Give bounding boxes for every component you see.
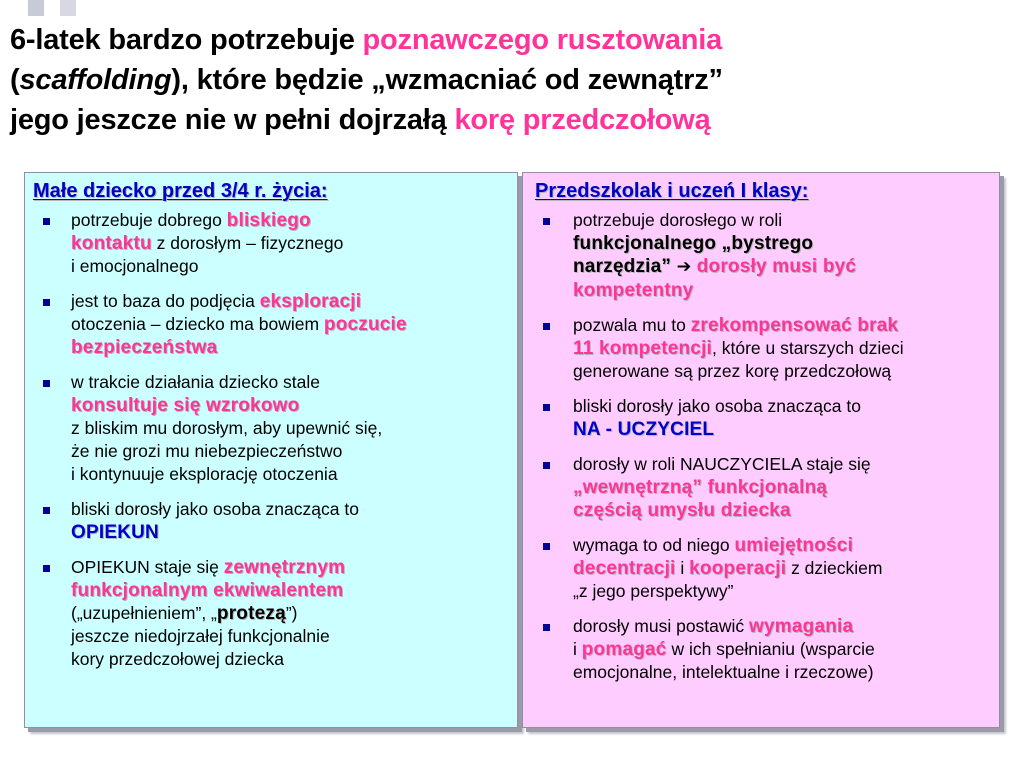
list-item xyxy=(33,556,509,671)
list-item xyxy=(33,290,509,359)
item-bold: funkcjonalnego „bystrego xyxy=(573,233,814,254)
item-bold: protezą xyxy=(216,603,286,624)
item-text: że nie grozi mu niebezpieczeństwo xyxy=(71,441,343,461)
left-panel-heading: Małe dziecko przed 3/4 r. życia: xyxy=(33,180,328,202)
right-bullet-list xyxy=(531,209,991,684)
item-text: wymaga to od niego xyxy=(573,535,735,555)
title-highlight: korę przedczołową xyxy=(454,104,711,136)
square-bullet-icon xyxy=(543,462,550,469)
square-bullet-icon xyxy=(43,507,50,514)
square-bullet-icon xyxy=(543,404,550,411)
item-text: kory przedczołowej dziecka xyxy=(71,649,285,669)
right-panel-preschooler xyxy=(522,172,1000,728)
item-highlight: kompetentny xyxy=(573,280,694,301)
item-highlight: decentracji xyxy=(573,558,676,579)
item-text: pozwala mu to xyxy=(573,315,691,335)
item-text: w trakcie działania dziecko stale xyxy=(71,372,321,392)
right-panel-heading: Przedszkolak i uczeń I klasy: xyxy=(535,180,809,202)
item-highlight: poczucie xyxy=(323,314,407,335)
item-highlight: częścią umysłu dziecka xyxy=(573,500,791,521)
list-item xyxy=(531,534,991,603)
square-bullet-icon xyxy=(43,380,50,387)
square-bullet-icon xyxy=(543,624,550,631)
item-text: z dzieckiem xyxy=(786,558,883,578)
item-highlight: eksploracji xyxy=(259,291,362,312)
item-text: i kontynuuje eksplorację otoczenia xyxy=(71,464,338,484)
list-item xyxy=(531,314,991,383)
item-bold: narzędzia” xyxy=(573,256,677,277)
title-italic: scaffolding xyxy=(19,64,172,96)
item-highlight: zrekompensować brak xyxy=(690,315,899,336)
title-text: ( xyxy=(10,64,20,96)
title-text: 6-latek bardzo potrzebuje xyxy=(10,24,363,56)
title-text: ), które będzie „wzmacniać od zewnątrz” xyxy=(171,64,723,96)
square-bullet-icon xyxy=(543,323,550,330)
item-highlight: zewnętrznym xyxy=(223,557,346,578)
item-highlight: wymagania xyxy=(749,616,854,637)
item-text: dorosły w roli NAUCZYCIELA staje się xyxy=(573,454,871,474)
item-text: („uzupełnieniem”, „ xyxy=(71,603,217,623)
item-highlight: umiejętności xyxy=(734,535,854,556)
square-bullet-icon xyxy=(43,565,50,572)
left-panel-young-child xyxy=(24,172,518,728)
item-highlight: pomagać xyxy=(581,639,667,660)
list-item xyxy=(33,371,509,486)
item-text: z bliskim mu dorosłym, aby upewnić się, xyxy=(71,418,383,438)
item-text: , które u starszych dzieci xyxy=(712,338,904,358)
list-item xyxy=(531,453,991,522)
item-highlight: kooperacji xyxy=(689,558,787,579)
right-arrow-icon: ➔ xyxy=(676,257,692,277)
item-highlight: 11 kompetencji xyxy=(573,338,713,359)
item-highlight: bezpieczeństwa xyxy=(71,337,218,358)
item-text: potrzebuje dorosłego w roli xyxy=(573,210,783,230)
square-bullet-icon xyxy=(543,543,550,550)
slide-title xyxy=(10,20,1014,140)
title-highlight: poznawczego rusztowania xyxy=(362,24,723,56)
list-item xyxy=(33,498,509,544)
item-text: bliski dorosły jako osoba znacząca to xyxy=(573,396,861,416)
item-text: OPIEKUN staje się xyxy=(71,557,224,577)
item-highlight-blue: OPIEKUN xyxy=(71,522,159,543)
corner-decoration-square xyxy=(28,0,44,16)
item-text: w ich spełnianiu (wsparcie xyxy=(666,639,875,659)
item-text: bliski dorosły jako osoba znacząca to xyxy=(71,499,359,519)
square-bullet-icon xyxy=(543,218,550,225)
list-item xyxy=(33,209,509,278)
item-text: generowane są przez korę przedczołową xyxy=(573,361,892,381)
item-highlight: konsultuje się wzrokowo xyxy=(71,395,300,416)
list-item xyxy=(531,209,991,302)
left-bullet-list xyxy=(33,209,509,671)
item-text: i emocjonalnego xyxy=(71,256,199,276)
list-item xyxy=(531,615,991,684)
item-text: ”) xyxy=(285,603,298,623)
item-text: dorosły musi postawić xyxy=(573,616,750,636)
title-text: jego jeszcze nie w pełni dojrzałą xyxy=(10,104,455,136)
item-highlight: dorosły musi być xyxy=(691,256,857,277)
square-bullet-icon xyxy=(43,218,50,225)
item-text: otoczenia – dziecko ma bowiem xyxy=(71,314,324,334)
item-highlight: bliskiego xyxy=(226,210,311,231)
item-text: emocjonalne, intelektualne i rzeczowe) xyxy=(573,662,874,682)
item-text: z dorosłym – fizycznego xyxy=(151,233,344,253)
item-highlight: „wewnętrzną” funkcjonalną xyxy=(573,477,828,498)
list-item xyxy=(531,395,991,441)
item-text: „z jego perspektywy” xyxy=(573,581,734,601)
item-highlight: kontaktu xyxy=(71,233,152,254)
item-highlight-blue: NA - UCZYCIEL xyxy=(573,419,715,440)
item-text: potrzebuje dobrego xyxy=(71,210,227,230)
square-bullet-icon xyxy=(43,299,50,306)
item-highlight: funkcjonalnym ekwiwalentem xyxy=(71,580,344,601)
corner-decoration-square xyxy=(60,0,76,16)
item-text: jest to baza do podjęcia xyxy=(71,291,260,311)
item-text: i xyxy=(573,639,582,659)
item-text: jeszcze niedojrzałej funkcjonalnie xyxy=(71,626,330,646)
item-text: i xyxy=(675,558,690,578)
